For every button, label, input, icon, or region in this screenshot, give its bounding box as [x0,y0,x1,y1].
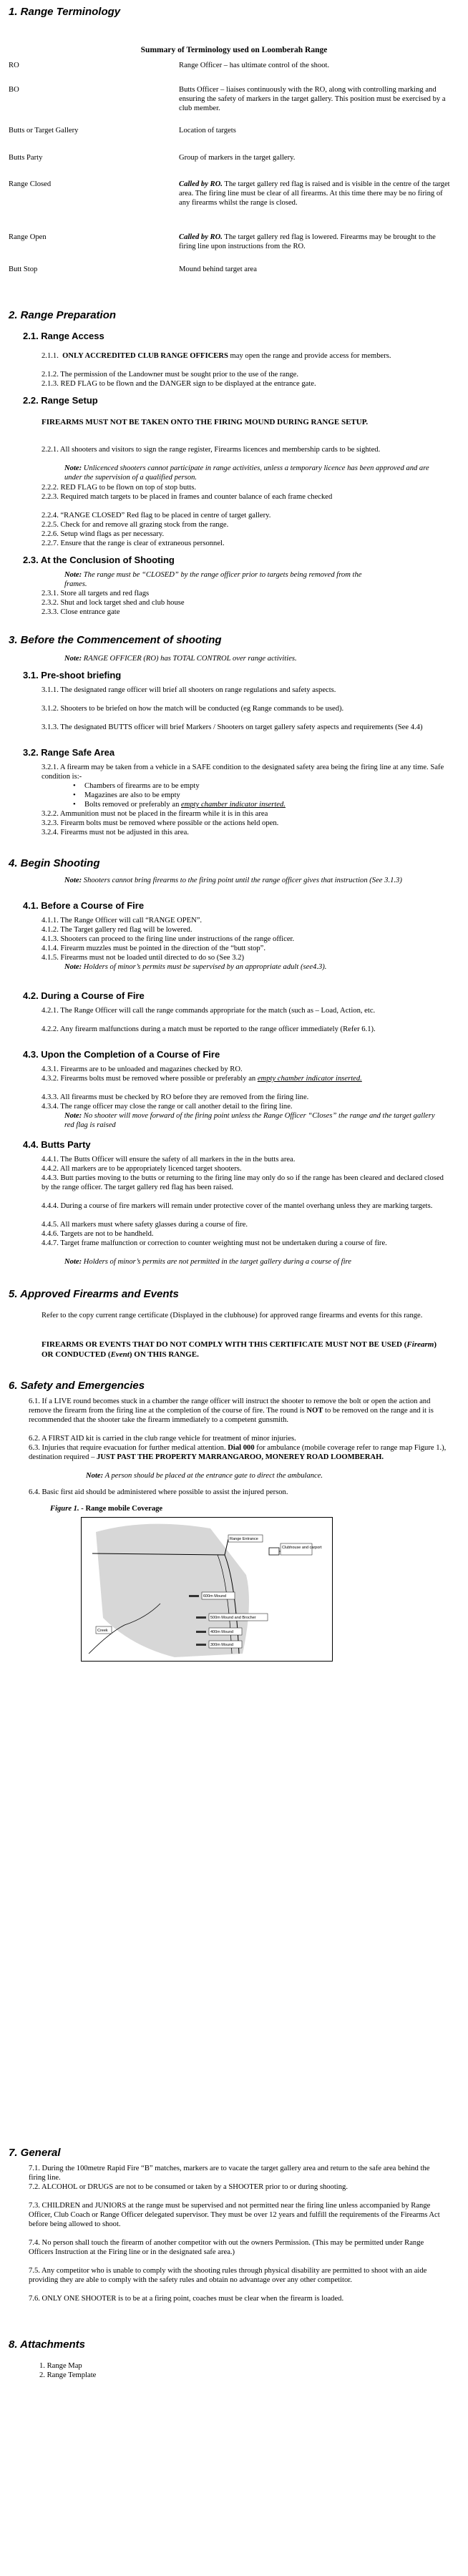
section-6-title: 6. Safety and Emergencies [9,1380,145,1392]
para-3-2-3: 3.2.3. Firearm bolts must be removed where possible or the actions held open. [42,819,279,827]
bullet-2: • [73,791,76,799]
term-butts-party: Butts Party [9,154,43,162]
para-2-2-7: 2.2.7. Ensure that the range is clear of extraneous personnel. [42,540,225,547]
para-4-3-4: 4.3.4. The range officer may close the range or call another detail to the firing line. [42,1103,293,1111]
bullet-text-3: Bolts removed or preferably an empty chamber indicator inserted. [84,801,286,809]
para-2-3-2: 2.3.2. Shut and lock target shed and club house [42,599,185,607]
para-2-2-1: 2.2.1. All shooters and visitors to sign the range register, Firearms licences and membership cards to be sighted. [42,446,381,454]
para-2-2-5: 2.2.5. Check for and remove all grazing stock from the range. [42,521,229,529]
para-4-1-4: 4.1.4. Firearm muzzles must be pointed in the direction of the “butt stop”. [42,945,266,952]
para-3-1-1: 3.1.1. The designated range officer will brief all shooters on range regulations and safety aspects. [42,686,336,694]
subsection-4-4-title: 4.4. Butts Party [23,1139,91,1150]
para-2-2-2: 2.2.2. RED FLAG to be flown on top of stop butts. [42,484,196,492]
para-2-1-2: 2.1.2. The permission of the Landowner must be sought prior to the use of the range. [42,371,299,379]
subsection-2-2-title: 2.2. Range Setup [23,395,98,406]
para-3-2-2: 3.2.2. Ammunition must not be placed in the firearm while it is in this area [42,810,268,818]
para-5-2: FIREARMS OR EVENTS THAT DO NOT COMPLY WITH THIS CERTIFICATE MUST NOT BE USED (Firearm) OR CONDUCTED (Event) ON THIS RANGE. [42,1340,437,1359]
map-label-entrance: Range Entrance [230,1537,258,1541]
para-7-2: 7.2. ALCOHOL or DRUGS are not to be consumed or taken by a SHOOTER prior to or during shooting. [29,2183,348,2191]
para-2-1-1: 2.1.1. ONLY ACCREDITED CLUB RANGE OFFICERS may open the range and provide access for members. [42,352,391,360]
para-4-4-7: 4.4.7. Target frame malfunction or correction to counter weighting must not be undertaken during a course of fire. [42,1239,387,1247]
def-butt-stop: Mound behind target area [179,265,257,273]
map-label-500m: 500m Mound and Brocher [210,1616,256,1620]
section-1-title: 1. Range Terminology [9,6,121,18]
note-2-2-1: Note: Unlicenced shooters cannot participate in range activities, unless a temporary licence has been approved and are under the supervision of a qualified person. [64,464,429,482]
section-2-title: 2. Range Preparation [9,309,117,321]
para-4-3-2: 4.3.2. Firearms bolts must be removed where possible or preferably an empty chamber indicator inserted. [42,1075,362,1083]
range-setup-warning: FIREARMS MUST NOT BE TAKEN ONTO THE FIRING MOUND DURING RANGE SETUP. [42,418,369,426]
term-range-closed: Range Closed [9,180,52,188]
para-2-3-1: 2.3.1. Store all targets and red flags [42,590,150,597]
map-label-600m: 600m Mound [203,1594,227,1599]
term-butts: Butts or Target Gallery [9,127,79,135]
para-4-4-5: 4.4.5. All markers must where safety glasses during a course of fire. [42,1221,248,1229]
para-3-2-4: 3.2.4. Firearms must not be adjusted in this area. [42,829,189,836]
para-4-1-2: 4.1.2. The Target gallery red flag will be lowered. [42,926,192,934]
para-3-2-1: 3.2.1. A firearm may be taken from a vehicle in a SAFE condition to the designated safety area being the firing line at any time. Safe condition is:- [42,763,444,781]
para-3-1-3: 3.1.3. The designated BUTTS officer will brief Markers / Shooters on target gallery safety aspects and requirements (See 4.4) [42,723,423,731]
para-4-3-3: 4.3.3. All firearms must be checked by RO before they are removed from the firing line. [42,1093,309,1101]
para-4-3-1: 4.3.1. Firearms are to be unloaded and magazines checked by RO. [42,1065,243,1073]
terminology-table-title: Summary of Terminology used on Loomberah Range [140,46,328,54]
para-2-2-6: 2.2.6. Setup wind flags as per necessary. [42,530,165,538]
range-coverage-map [81,1517,333,1662]
term-ro: RO [9,62,19,69]
para-6-4: 6.4. Basic first aid should be administered where possible to assist the injured person. [29,1488,288,1496]
subsection-2-3-title: 2.3. At the Conclusion of Shooting [23,555,175,565]
subsection-2-1-title: 2.1. Range Access [23,331,104,341]
section-8-title: 8. Attachments [9,2338,85,2351]
attachment-1: 1. Range Map [39,2362,82,2370]
subsection-3-2-title: 3.2. Range Safe Area [23,747,115,758]
term-range-open: Range Open [9,233,47,241]
def-butts: Location of targets [179,127,236,135]
para-4-1-5: 4.1.5. Firearms must not be loaded until directed to do so (See 3.2) [42,954,245,962]
para-7-3: 7.3. CHILDREN and JUNIORS at the range must be supervised and not permitted near the firing line unless accompanied by Range Officer, Club Coach or Range Officer delegated supervisor. They must be over 12 years and fulfill the requirements of the Firearms Act before being allowed to shoot. [29,2202,440,2228]
para-4-2-1: 4.2.1. The Range Officer will call the range commands appropriate for the match (such as – Load, Action, etc. [42,1007,376,1015]
bullet-text-1: Chambers of firearms are to be empty [84,782,200,790]
para-3-1-2: 3.1.2. Shooters to be briefed on how the match will be conducted (eg Range commands to be used). [42,705,344,713]
para-5-1: Refer to the copy current range certificate (Displayed in the clubhouse) for approved range firearms and events for this range. [42,1312,423,1319]
subsection-4-3-title: 4.3. Upon the Completion of a Course of Fire [23,1049,220,1060]
note-6-3: Note: A person should be placed at the entrance gate to direct the ambulance. [86,1472,323,1480]
def-bo: Butts Officer – liaises continuously with the RO, along with controlling marking and ensuring the safety of markers in the target gallery. This position must be exercised by a club member. [179,86,446,112]
note-4: Note: Shooters cannot bring firearms to the firing point until the range officer gives that instruction (See 3.1.3) [64,877,402,884]
para-6-3: 6.3. Injuries that require evacuation for further medical attention. Dial 000 for ambulance (mobile coverage refer to range map Figure 1.), destination required – JUST PAST THE PROPERTY MARRANGAROO, MONEREY ROAD LOOMBERAH. [29,1444,447,1461]
def-ro: Range Officer – has ultimate control of the shoot. [179,62,330,69]
para-4-4-2: 4.4.2. All markers are to be appropriately licenced target shooters. [42,1165,242,1173]
para-7-1: 7.1. During the 100metre Rapid Fire “B” matches, markers are to vacate the target gallery area and return to the safe area behind the firing line. [29,2165,430,2182]
map-label-creek: Creek [97,1629,108,1633]
para-4-1-1: 4.1.1. The Range Officer will call “RANGE OPEN”. [42,917,203,924]
subsection-3-1-title: 3.1. Pre-shoot briefing [23,670,122,680]
note-2-3: Note: The range must be “CLOSED” by the range officer prior to targets being removed from the frames. [64,571,362,588]
para-4-4-6: 4.4.6. Targets are not to be handheld. [42,1230,154,1238]
para-7-6: 7.6. ONLY ONE SHOOTER is to be at a firing point, coaches must be clear when the firearm is loaded. [29,2295,344,2303]
para-7-5: 7.5. Any competitor who is unable to comply with the shooting rules through physical disability are permitted to shoot with an aide providing they are able to comply with the safety rules and obtain no advantage over any other competitor. [29,2267,427,2284]
para-2-1-3: 2.1.3. RED FLAG to be flown and the DANGER sign to be displayed at the entrance gate. [42,380,316,388]
bullet-3: • [73,801,76,809]
section-4-title: 4. Begin Shooting [9,857,100,869]
para-2-2-3: 2.2.3. Required match targets to be placed in frames and counter balance of each frame checked [42,493,333,501]
def-range-closed: Called by RO. The target gallery red flag is raised and is visible in the centre of the target area. The firing line must be clear of all firearms. At this time there may be no firing of any firearms whilst the range is closed. [179,180,450,207]
subsection-4-2-title: 4.2. During a Course of Fire [23,990,145,1001]
para-4-4-4: 4.4.4. During a course of fire markers will remain under protective cover of the mantel overhang unless they are marking targets. [42,1202,433,1210]
section-5-title: 5. Approved Firearms and Events [9,1288,179,1300]
section-3-title: 3. Before the Commencement of shooting [9,634,222,646]
para-4-1-3: 4.1.3. Shooters can proceed to the firing line under instructions of the range officer. [42,935,295,943]
figure-1-caption: Figure 1. - Range mobile Coverage [50,1505,163,1513]
section-7-title: 7. General [9,2147,61,2159]
def-butts-party: Group of markers in the target gallery. [179,154,296,162]
para-4-4-3: 4.4.3. Butt parties moving to the butts or returning to the firing line may only do so if the range has been cleared and declared closed by the range officer. The target gallery red flag has been raised. [42,1174,444,1191]
para-2-2-4: 2.2.4. “RANGE CLOSED” Red flag to be placed in centre of target gallery. [42,512,271,519]
bullet-1: • [73,782,76,790]
para-4-4-1: 4.4.1. The Butts Officer will ensure the safety of all markers in the in the butts area. [42,1156,296,1163]
def-range-open: Called by RO. The target gallery red flag is lowered. Firearms may be brought to the firing line upon instructions from the RO. [179,233,436,250]
para-4-2-2: 4.2.2. Any firearm malfunctions during a match must be reported to the range officer immediately (Refer 6.1). [42,1025,376,1033]
map-label-300m: 300m Mound [210,1643,234,1647]
note-3: Note: RANGE OFFICER (RO) has TOTAL CONTROL over range activities. [64,655,297,663]
attachment-2: 2. Range Template [39,2371,97,2379]
bullet-text-2: Magazines are also to be empty [84,791,180,799]
para-6-2: 6.2. A FIRST AID kit is carried in the club range vehicle for treatment of minor injuries. [29,1435,296,1443]
para-6-1: 6.1. If a LIVE round becomes stuck in a chamber the range officer will instruct the shooter to remove the bolt or open the action and remove the firearm from the firing line at the completion of the course of fire. The round is NOT to be removed on the range and it is recommended that the shooter take the firearm immediately to a competent gunsmith. [29,1397,434,1424]
note-4-3: Note: No shooter will move forward of the firing point unless the Range Officer “Closes” the range and the target gallery red flag is raised [64,1112,435,1129]
term-butt-stop: Butt Stop [9,265,38,273]
subsection-4-1-title: 4.1. Before a Course of Fire [23,900,145,911]
map-label-clubhouse: Clubhouse and carport [282,1546,322,1550]
map-label-400m: 400m Mound [210,1630,234,1634]
para-2-3-3: 2.3.3. Close entrance gate [42,608,120,616]
note-4-1-5: Note: Holders of minor’s permits must be supervised by an appropriate adult (see4.3). [64,963,327,971]
note-4-4: Note: Holders of minor’s permits are not permitted in the target gallery during a course of fire [64,1258,351,1266]
para-7-4: 7.4. No person shall touch the firearm of another competitor with out the owners Permission. (This may be permitted under Range Officers Instruction at the Firing line or in the designated safe area.) [29,2239,424,2256]
term-bo: BO [9,86,19,94]
